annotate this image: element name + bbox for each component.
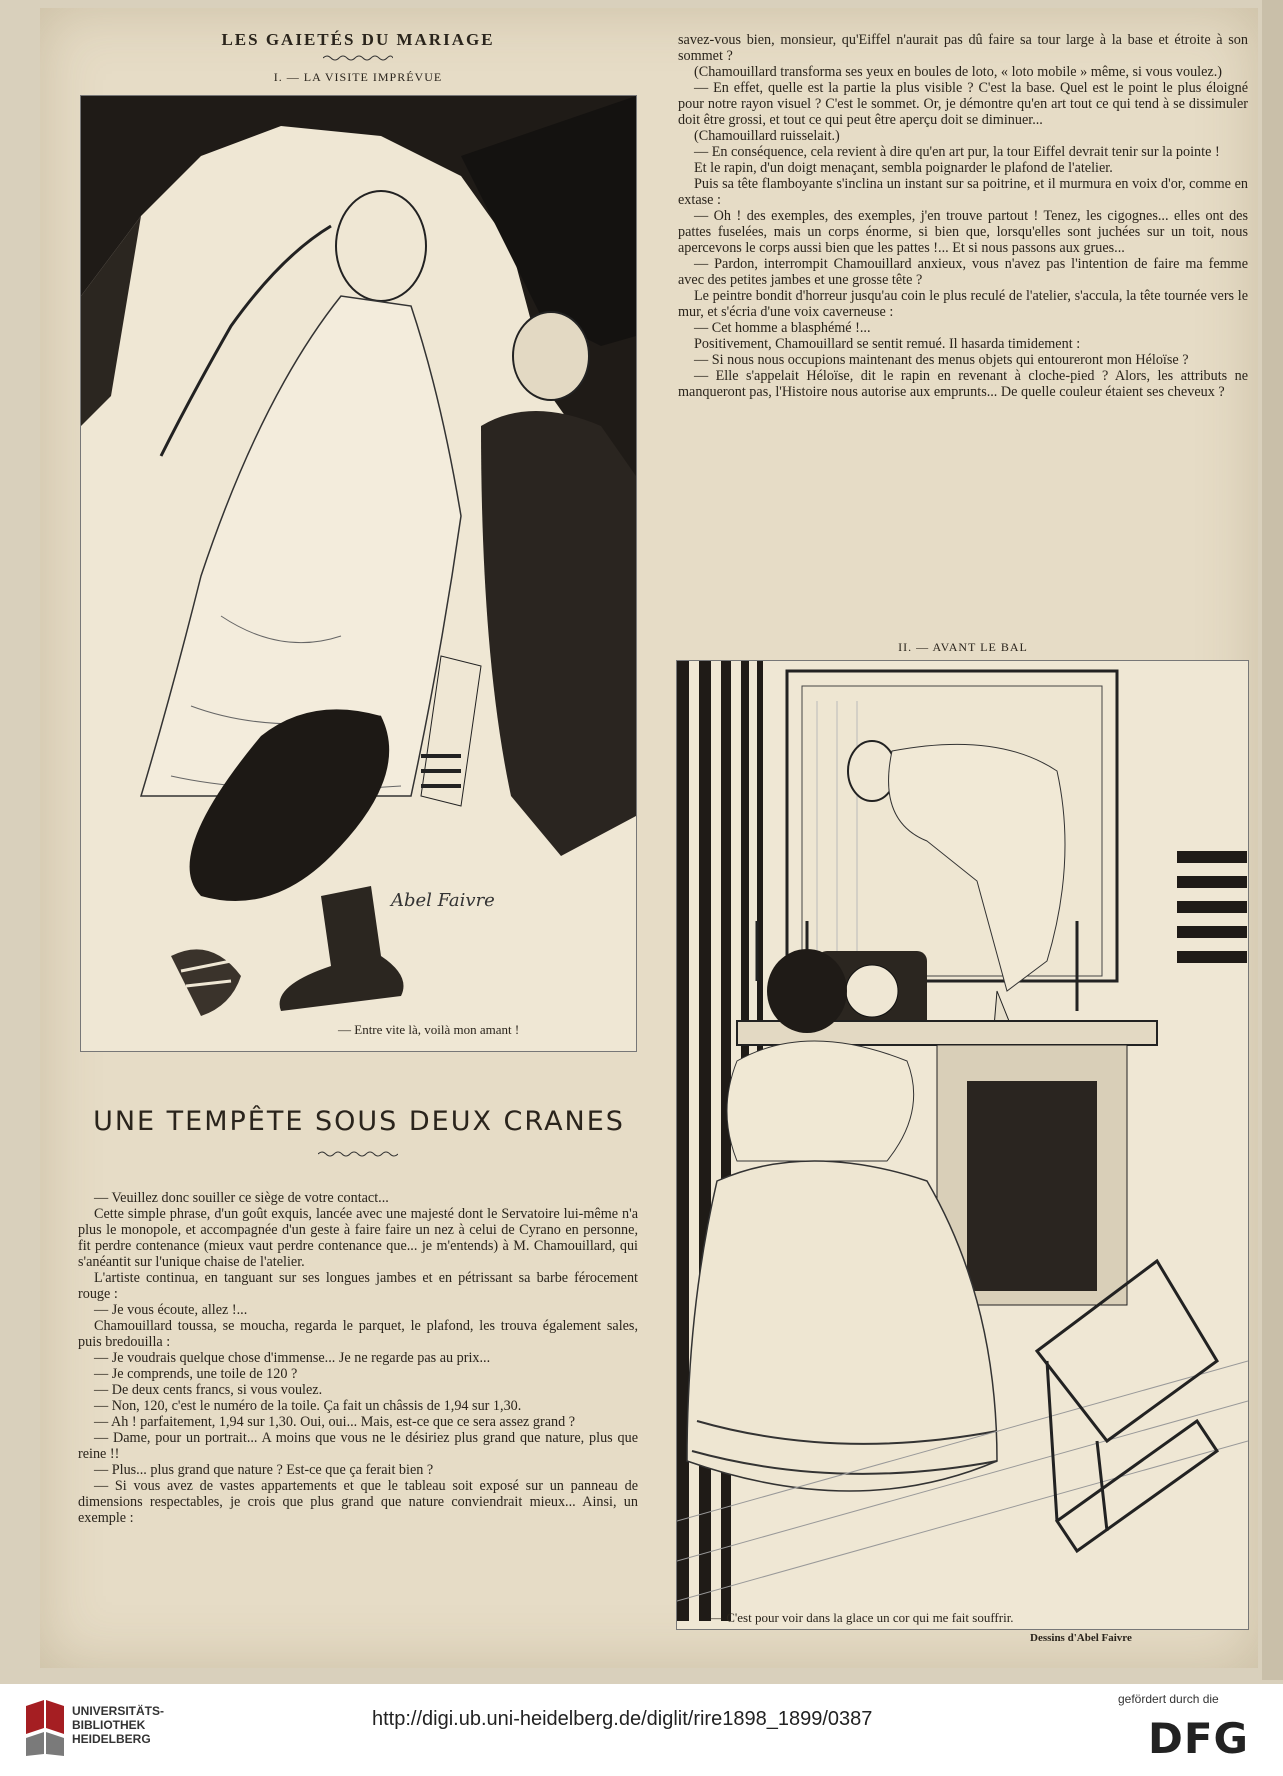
- article-paragraph: — Je comprends, une toile de 120 ?: [94, 1366, 298, 1382]
- article-paragraph: savez-vous bien, monsieur, qu'Eiffel n'aurait pas dû faire sa tour large à la base et étroite à son sommet ?: [678, 32, 1248, 64]
- article-paragraph: — Cet homme a blasphémé !...: [694, 320, 871, 336]
- library-name-line: UNIVERSITÄTS-: [72, 1704, 165, 1718]
- article-paragraph: — Si nous nous occupions maintenant des menus objets qui entoureront mon Héloïse ?: [694, 352, 1189, 368]
- article-paragraph: — Je voudrais quelque chose d'immense... Je ne regarde pas au prix...: [94, 1350, 491, 1366]
- article-paragraph: — Veuillez donc souiller ce siège de votre contact...: [94, 1190, 389, 1206]
- university-library-name[interactable]: [72, 1704, 164, 1746]
- article-paragraph: — Oh ! des exemples, des exemples, j'en trouve partout ! Tenez, les cigognes... elles ont des pattes fuselées, mais un corps énorme, si bien que, lorsqu'elles sont juchées sur un toit, nous apercevons le corps aussi bien que les pattes !... Et si nous passons aux grues...: [678, 208, 1248, 256]
- section-heading-2: II. — AVANT LE BAL: [898, 640, 1028, 654]
- article-paragraph: — Je vous écoute, allez !...: [94, 1302, 248, 1318]
- article-paragraph: — En conséquence, cela revient à dire qu'en art pur, la tour Eiffel devrait tenir sur la pointe !: [694, 144, 1220, 160]
- illustration-caption-2: — C'est pour voir dans la glace un cor qui me fait souffrir.: [710, 1610, 1014, 1625]
- article-paragraph: (Chamouillard transforma ses yeux en boules de loto, « loto mobile » même, si vous voulez.): [694, 64, 1222, 80]
- illustration-before-the-ball-wrap: [676, 660, 1249, 1630]
- article-paragraph: — Ah ! parfaitement, 1,94 sur 1,30. Oui, oui... Mais, est-ce que ce sera assez grand ?: [94, 1414, 576, 1430]
- illustration-surprise-visit: [80, 95, 637, 1052]
- illustration-drawing-2: [677, 661, 1248, 1629]
- sponsor-label: gefördert durch die: [1118, 1692, 1219, 1706]
- section-heading-1: I. — LA VISITE IMPRÉVUE: [273, 70, 443, 84]
- article-paragraph: Le peintre bondit d'horreur jusqu'au coin le plus reculé de l'atelier, s'accula, la tête tournée vers le mur, et s'écria d'une voix caverneuse :: [678, 288, 1248, 320]
- article-paragraph: — De deux cents francs, si vous voulez.: [94, 1382, 323, 1398]
- right-column-text: [678, 32, 1248, 400]
- article-paragraph: — Non, 120, c'est le numéro de la toile. Ça fait un châssis de 1,94 sur 1,30.: [94, 1398, 522, 1414]
- article-paragraph: Puis sa tête flamboyante s'inclina un instant sur sa poitrine, et il murmura en voix d'or, comme en extase :: [678, 176, 1248, 208]
- digitization-footer: [0, 1684, 1283, 1776]
- library-name-line: HEIDELBERG: [72, 1732, 151, 1746]
- article-paragraph: — Elle s'appelait Héloïse, dit le rapin en revenant à cloche-pied ? Alors, les attributs ne manqueront pas, l'Histoire nous autorise aux emprunts... De quelle couleur étaient ses cheveux ?: [678, 368, 1248, 400]
- article-paragraph: Cette simple phrase, d'un goût exquis, lancée avec une majesté dont le Servatoire lui-même n'a plus le monopole, et accompagnée d'un geste à faire faire un nez à celui de Cyrano en personne, fit perdre contenance (mieux vaut perdre contenance que... je m'entends) à M. Chamouillard, qui s'anéantit sur l'unique chaise de l'atelier.: [78, 1206, 638, 1270]
- illustration-drawing-1: [81, 96, 636, 1051]
- ornament-squiggle: [323, 54, 393, 62]
- article-paragraph: — Pardon, interrompit Chamouillard anxieux, vous n'avez pas l'intention de faire ma femme avec des petites jambes et une grosse tête ?: [678, 256, 1248, 288]
- article-paragraph: — Plus... plus grand que nature ? Est-ce que ça ferait bien ?: [94, 1462, 434, 1478]
- dfg-logo[interactable]: DFG: [1148, 1714, 1250, 1763]
- article-paragraph: L'artiste continua, en tanguant sur ses longues jambes et en pétrissant sa barbe férocement rouge :: [78, 1270, 638, 1302]
- ornament-squiggle-2: [318, 1150, 398, 1158]
- illustration-before-the-ball: [676, 660, 1249, 1630]
- article-paragraph: Et le rapin, d'un doigt menaçant, sembla poignarder le plafond de l'atelier.: [694, 160, 1113, 176]
- library-name-line: BIBLIOTHEK: [72, 1718, 146, 1732]
- article-paragraph: Positivement, Chamouillard se sentit remué. Il hasarda timidement :: [694, 336, 1081, 352]
- illustration-caption-1: — Entre vite là, voilà mon amant !: [338, 1022, 520, 1037]
- article-paragraph: Chamouillard toussa, se moucha, regarda le parquet, le plafond, les trouva également sales, puis bredouilla :: [78, 1318, 638, 1350]
- article-paragraph: — Dame, pour un portrait... A moins que vous ne le désiriez plus grand que nature, plus que reine !!: [78, 1430, 638, 1462]
- permalink-url[interactable]: http://digi.ub.uni-heidelberg.de/diglit/rire1898_1899/0387: [372, 1708, 873, 1730]
- article-title: UNE TEMPÊTE SOUS DEUX CRANES: [93, 1106, 625, 1137]
- article-paragraph: — Si vous avez de vastes appartements et que le tableau soit exposé sur un panneau de dimensions respectables, je crois que plus grand que nature conviendrait mieux... Ainsi, un exemple :: [78, 1478, 638, 1526]
- left-column: [78, 30, 638, 1052]
- page-edge: [1262, 0, 1283, 1680]
- article-body: [78, 1190, 638, 1526]
- drawing-credit: Dessins d'Abel Faivre: [1030, 1632, 1132, 1644]
- article-paragraph: — En effet, quelle est la partie la plus visible ? C'est la base. Quel est le point le plus éloigné pour notre rayon visuel ? C'est le sommet. Or, je démontre qu'en art tout ce qui tend à se dissimuler doit être grossi, et tout ce qui peut être aperçu doit se diminuer...: [678, 80, 1248, 128]
- page-title: LES GAIETÉS DU MARIAGE: [221, 30, 495, 49]
- signature-abel-faivre: Abel Faivre: [391, 890, 495, 911]
- article-paragraph: (Chamouillard ruisselait.): [694, 128, 840, 144]
- university-library-logo-icon: [22, 1698, 66, 1756]
